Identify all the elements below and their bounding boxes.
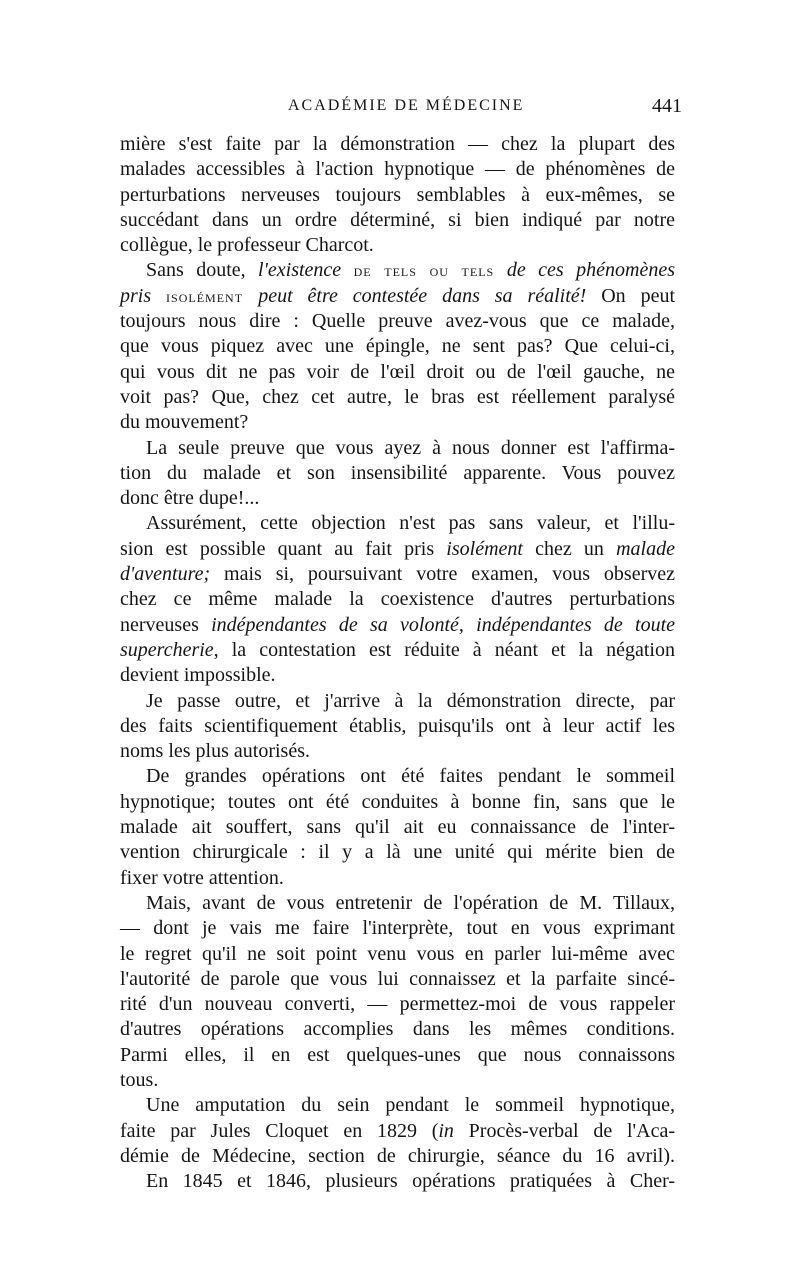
italic-text: d'aventure;	[120, 563, 211, 586]
italic-text: isolément	[446, 537, 523, 560]
text-line: l'autorité de parole que vous lui connaissez et la parfaite sincé-	[120, 967, 675, 990]
text-segment: sion est possible quant au fait pris	[120, 537, 447, 560]
italic-text: indépendantes de sa volonté	[211, 613, 459, 636]
text-line: fixer votre attention.	[120, 866, 284, 889]
text-line: — dont je vais me faire l'interprète, tout en vous exprimant	[120, 917, 675, 940]
italic-text: in	[438, 1119, 454, 1142]
text-line: Assurément, cette objection n'est pas sans valeur, et l'illu-	[146, 512, 675, 535]
text-line: des faits scientifiquement établis, puisqu'ils ont à leur actif les	[120, 714, 675, 737]
text-line	[120, 1119, 675, 1144]
text-line: devient impossible.	[120, 664, 276, 687]
text-line: En 1845 et 1846, plusieurs opérations pratiquées à Cher-	[146, 1170, 675, 1193]
text-line: voit pas? Que, chez cet autre, le bras est réellement paralysé	[120, 385, 675, 408]
text-line	[120, 537, 675, 562]
text-line: malades accessibles à l'action hypnotique — de phénomènes de	[120, 158, 675, 181]
text-segment: , la contestation est réduite à néant et la négation	[213, 638, 675, 661]
text-line: tion du malade et son insensibilité apparente. Vous pouvez	[120, 461, 675, 484]
italic-text: peut être contestée dans sa réalité!	[258, 284, 587, 307]
text-line: Je passe outre, et j'arrive à la démonstration directe, par	[146, 689, 675, 712]
text-segment: faite par Jules Cloquet en 1829 (	[120, 1119, 439, 1142]
small-caps-text: de tels ou tels	[353, 261, 507, 281]
italic-text: l'existence	[258, 259, 354, 282]
text-line: vention chirurgicale : il y a là une unité qui mérite bien de	[120, 841, 675, 864]
text-segment: nerveuses	[120, 613, 212, 636]
text-line: démie de Médecine, section de chirurgie, séance du 16 avril).	[120, 1144, 675, 1167]
text-line: La seule preuve que vous ayez à nous donner est l'affirma-	[146, 436, 675, 459]
text-line: rité d'un nouveau converti, — permettez-moi de vous rappeler	[120, 993, 675, 1016]
text-line: perturbations nerveuses toujours semblables à eux-mêmes, se	[120, 183, 675, 206]
text-line: succédant dans un ordre déterminé, si bien indiqué par notre	[120, 208, 675, 231]
text-line: chez ce même malade la coexistence d'autres perturbations	[120, 588, 675, 611]
text-line: mière s'est faite par la démonstration — chez la plupart des	[120, 133, 675, 155]
text-segment: ,	[458, 613, 477, 636]
text-segment: mais si, poursuivant votre examen, vous observez	[210, 563, 675, 586]
text-line	[120, 638, 675, 663]
text-line: Mais, avant de vous entretenir de l'opération de M. Tillaux,	[146, 891, 675, 914]
italic-text: indépendantes de toute	[476, 613, 676, 636]
italic-text: supercherie	[120, 638, 214, 661]
text-segment: Sans doute,	[146, 259, 259, 282]
text-segment: On peut	[586, 284, 676, 307]
italic-text: pris	[120, 284, 167, 307]
body-text	[120, 132, 675, 1194]
italic-text: de ces phénomènes	[506, 259, 675, 282]
text-line: toujours nous dire : Quelle preuve avez-vous que ce malade,	[120, 310, 675, 333]
text-line: le regret qu'il ne soit point venu vous en parler lui-même avec	[120, 942, 675, 965]
text-line	[120, 258, 675, 283]
page-number: 441	[652, 95, 682, 117]
text-line: du mouvement?	[120, 411, 249, 434]
page-header	[120, 93, 682, 119]
text-line: Une amputation du sein pendant le sommeil hypnotique,	[146, 1094, 675, 1117]
text-line: d'autres opérations accomplies dans les mêmes conditions.	[120, 1018, 675, 1041]
text-line	[120, 562, 675, 587]
text-segment: chez un	[522, 537, 617, 560]
text-line: que vous piquez avec une épingle, ne sent pas? Que celui-ci,	[120, 335, 675, 358]
text-line: noms les plus autorisés.	[120, 740, 310, 763]
text-line: malade ait souffert, sans qu'il ait eu connaissance de l'inter-	[120, 816, 675, 839]
text-line: qui vous dit ne pas voir de l'œil droit ou de l'œil gauche, ne	[120, 360, 675, 383]
text-line: De grandes opérations ont été faites pendant le sommeil	[146, 765, 675, 788]
text-segment: Procès-verbal de l'Aca-	[453, 1119, 675, 1142]
text-line	[120, 613, 675, 638]
text-line: collègue, le professeur Charcot.	[120, 234, 374, 257]
text-line: tous.	[120, 1068, 159, 1091]
running-title: ACADÉMIE DE MÉDECINE	[288, 97, 525, 114]
italic-text: malade	[616, 537, 675, 560]
text-line: Parmi elles, il en est quelques-unes que nous connaissons	[120, 1043, 675, 1066]
text-line: hypnotique; toutes ont été conduites à bonne fin, sans que le	[120, 790, 675, 813]
text-line: donc être dupe!...	[120, 487, 260, 510]
text-line	[120, 284, 675, 309]
small-caps-text: isolément	[166, 286, 259, 306]
